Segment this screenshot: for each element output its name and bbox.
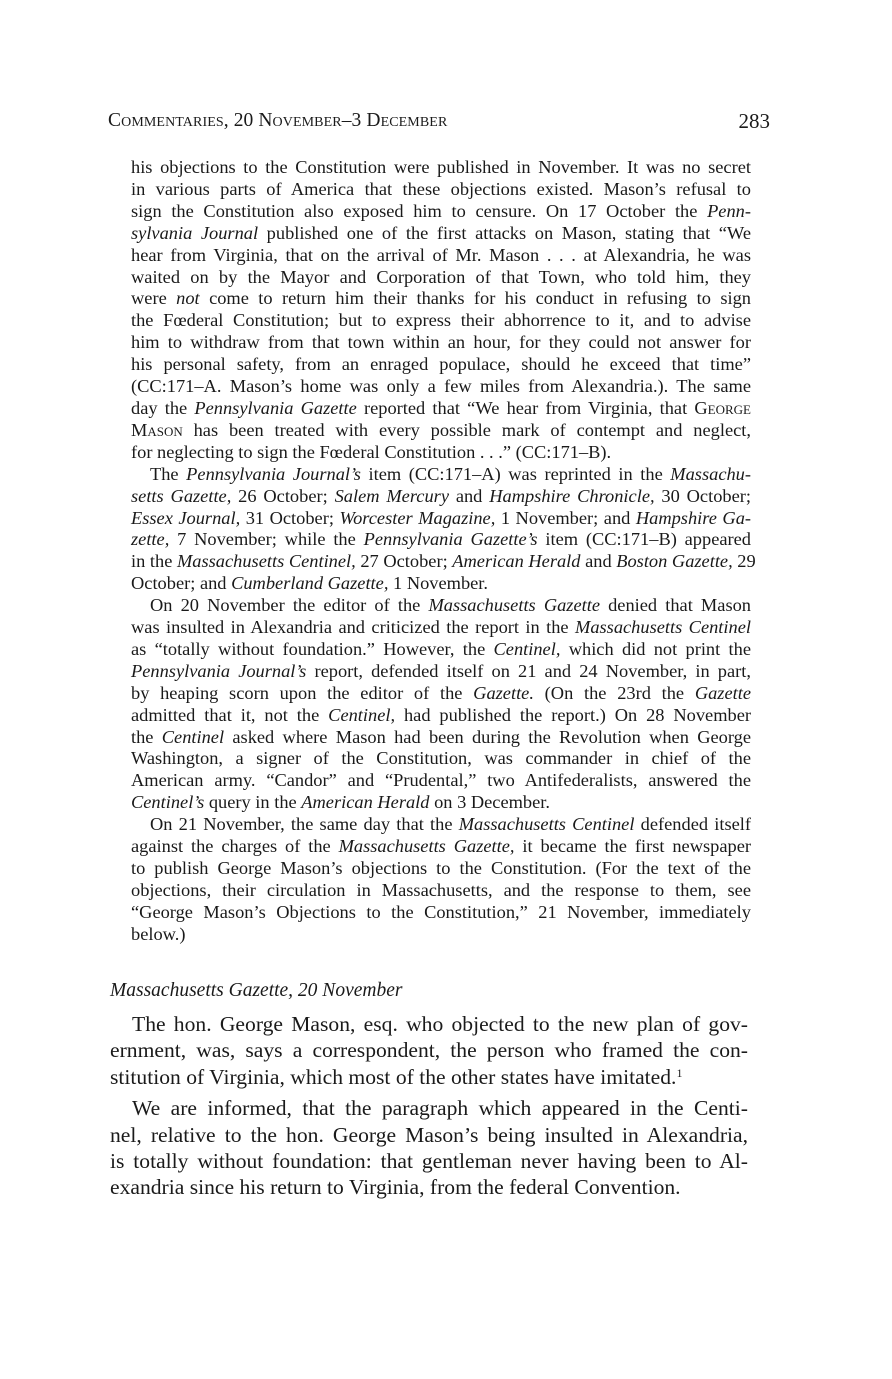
text-run: waited on by the Mayor and Corporation of that Town, who told him, they [131, 266, 751, 287]
italic-run: Hampshire Chronicle, [489, 485, 655, 506]
italic-run: American Herald [452, 551, 581, 572]
text-run: the Fœderal Constitution; but to express their abhorrence to it, and to advise [131, 310, 751, 331]
section-heading: Massachusetts Gazette, 20 November [110, 980, 403, 1001]
italic-run: setts Gazette, [131, 485, 232, 506]
commentary-text [131, 157, 756, 946]
italic-run: Essex Journal, [131, 507, 241, 528]
text-run: 1 November. [388, 573, 489, 594]
text-line [131, 858, 751, 880]
italic-run: Massachu- [670, 463, 751, 484]
text-run: the [131, 726, 162, 747]
text-run: query in the [204, 792, 302, 813]
text-run: had published the report.) On 28 November [395, 704, 751, 725]
text-line [110, 1148, 748, 1174]
text-line [110, 1095, 748, 1121]
text-line [131, 267, 751, 289]
text-run: 7 November; while the [169, 529, 364, 550]
text-line [131, 836, 751, 858]
text-run: objections, their circulation in Massachusetts, and the response to them, see [131, 879, 751, 900]
text-run: 27 October; [355, 551, 453, 572]
text-run: nel, relative to the hon. George Mason’s being insulted in Alexandria, [110, 1122, 748, 1147]
italic-run: Cumberland Gazette, [231, 573, 389, 594]
text-run: day the [131, 397, 195, 418]
text-run: The [150, 463, 187, 484]
text-line [131, 792, 751, 814]
text-line [131, 727, 751, 749]
small-caps-run: George [694, 397, 751, 418]
text-line [131, 332, 751, 354]
italic-run: Massachusetts Gazette, [338, 836, 515, 857]
text-run: reported that “We hear from Virginia, that [356, 397, 695, 418]
italic-run: Centinel, [328, 704, 396, 725]
text-run: come to return him their thanks for his conduct in refusing to sign [199, 288, 751, 309]
italic-run: Gazette. [473, 682, 534, 703]
text-line [131, 508, 751, 530]
text-run: to publish George Mason’s objections to the Constitution. (For the text of the [131, 858, 751, 878]
text-run: 30 October; [654, 485, 751, 506]
text-run: is totally without foundation: that gentleman never having been to Al- [110, 1149, 748, 1174]
text-line [131, 880, 751, 902]
text-run: below.) [131, 923, 186, 944]
running-title: Commentaries, 20 November–3 December [108, 110, 448, 131]
italic-run: Hampshire Ga- [635, 507, 752, 528]
text-line [131, 420, 751, 442]
document-paragraph-1 [110, 1011, 748, 1090]
text-line [131, 617, 751, 639]
text-line [131, 376, 751, 398]
text-run: which did not print the [560, 638, 751, 659]
text-line [131, 902, 751, 924]
text-line [131, 748, 751, 770]
footnote-reference[interactable]: 1 [676, 1065, 683, 1080]
text-line [110, 1037, 748, 1063]
text-line [131, 310, 751, 332]
text-run: On 20 November the editor of the [150, 595, 429, 616]
text-run: item (CC:171–A) was reprinted in the [360, 463, 671, 484]
text-line [131, 705, 751, 727]
text-run: in the [131, 551, 177, 572]
text-run: ernment, was, says a correspondent, the person who framed the con- [110, 1038, 748, 1063]
text-run: exandria since his return to Virginia, from the federal Convention. [110, 1175, 681, 1200]
text-run: (On the 23rd the [533, 682, 695, 703]
text-run: 1 November; and [495, 507, 636, 528]
italic-run: Centinel [161, 726, 225, 747]
text-run: (CC:171–A. Mason’s home was only a few miles from Alexandria.). The same [131, 376, 751, 397]
text-run: for neglecting to sign the Fœderal Constitution . . .” (CC:171–B). [131, 441, 612, 462]
text-line [131, 551, 756, 573]
italic-run: Massachusetts Centinel [458, 814, 635, 835]
text-run: his personal safety, from an enraged populace, should he exceed that time” [131, 354, 751, 375]
text-run: as “totally without foundation.” However, the [131, 638, 494, 659]
text-line [110, 1174, 748, 1200]
text-run: sign the Constitution also exposed him to censure. On 17 October the [131, 200, 708, 221]
text-run: admitted that it, not the [131, 704, 329, 725]
text-line [131, 529, 751, 551]
text-run: report, defended itself on 21 and 24 November, in part, [306, 660, 751, 681]
italic-run: Penn- [707, 200, 751, 221]
italic-run: Centinel, [493, 638, 561, 659]
text-line [131, 223, 751, 245]
small-caps-run: Mason [131, 419, 183, 440]
text-line [131, 683, 751, 705]
text-run: was insulted in Alexandria and criticized the report in the [131, 617, 575, 638]
text-run: 26 October; [231, 485, 335, 506]
text-run: 31 October; [240, 507, 340, 528]
text-run: him to withdraw from that town within an hour, for they could not answer for [131, 332, 751, 353]
text-run: has been treated with every possible mark of contempt and neglect, [182, 419, 751, 440]
italic-run: Boston Gazette, [616, 551, 733, 572]
italic-run: Massachusetts Gazette [428, 595, 600, 616]
text-run: published one of the first attacks on Mason, stating that “We [258, 222, 751, 243]
text-line [131, 639, 751, 661]
text-line [110, 1011, 748, 1037]
text-run: On 21 November, the same day that the [150, 814, 459, 835]
text-line [131, 486, 751, 508]
text-line [131, 464, 751, 486]
text-line [131, 573, 751, 595]
text-line [131, 157, 751, 179]
italic-run: Worcester Magazine, [339, 507, 496, 528]
text-run: The hon. George Mason, esq. who objected to the new plan of gov- [132, 1012, 748, 1036]
text-run: stitution of Virginia, which most of the other states have imitated. [110, 1064, 677, 1089]
italic-run: American Herald [301, 792, 430, 813]
text-line [131, 442, 751, 464]
text-run: hear from Virginia, that on the arrival of Mr. Mason . . . at Alexandria, he was [131, 244, 751, 265]
text-line [131, 595, 751, 617]
text-line [110, 1064, 748, 1090]
text-run: and [580, 551, 617, 572]
text-run: in various parts of America that these objections existed. Mason’s refusal to [131, 178, 751, 199]
commentary-paragraph-2 [131, 463, 756, 595]
document-paragraph-2 [110, 1095, 748, 1201]
text-line [131, 288, 751, 310]
commentary-paragraph-1 [131, 157, 751, 464]
text-run: Washington, a signer of the Constitution, was commander in chief of the [131, 748, 751, 769]
text-run: “George Mason’s Objections to the Constitution,” 21 November, immediately [131, 901, 751, 922]
text-line [131, 770, 751, 792]
text-run: his objections to the Constitution were published in November. It was no secret [131, 157, 751, 177]
text-run: on 3 December. [429, 792, 551, 813]
running-head [108, 110, 770, 140]
text-line [131, 398, 751, 420]
text-run: were [131, 288, 177, 309]
text-run: 29 [732, 551, 756, 572]
italic-run: Centinel’s [131, 792, 205, 813]
italic-run: Massachusetts Centinel [575, 617, 751, 638]
text-line [131, 814, 751, 836]
text-run: it became the first newspaper [514, 836, 751, 857]
commentary-paragraph-3 [131, 595, 751, 814]
text-run: and [448, 485, 490, 506]
text-line [131, 245, 751, 267]
italic-run: Pennsylvania Journal’s [131, 660, 307, 681]
italic-run: Massachusetts Centinel, [176, 551, 356, 572]
commentary-paragraph-4 [131, 814, 751, 945]
text-run: We are informed, that the paragraph which appeared in the Centi- [132, 1096, 748, 1121]
italic-run: Pennsylvania Gazette [194, 397, 357, 418]
text-run: defended itself [634, 814, 752, 835]
text-run: item (CC:171–B) appeared [537, 529, 752, 550]
text-run: asked where Mason had been during the Revolution when George [224, 726, 751, 747]
italic-run: Pennsylvania Gazette’s [363, 529, 538, 550]
italic-run: not [176, 288, 200, 309]
text-line [110, 1122, 748, 1148]
text-line [131, 201, 751, 223]
text-run: against the charges of the [131, 836, 339, 857]
italic-run: sylvania Journal [131, 222, 259, 243]
italic-run: zette, [131, 529, 170, 550]
text-run: October; and [131, 573, 232, 594]
italic-run: Pennsylvania Journal’s [186, 463, 361, 484]
italic-run: Gazette [694, 682, 752, 703]
page-number: 283 [738, 109, 770, 133]
text-line [131, 179, 751, 201]
text-run: by heaping scorn upon the editor of the [131, 682, 474, 703]
italic-run: Salem Mercury [334, 485, 449, 506]
text-line [131, 354, 751, 376]
document-transcription [110, 1011, 748, 1206]
text-run: American army. “Candor” and “Prudental,” two Antifederalists, answered the [131, 770, 751, 791]
text-line [131, 661, 751, 683]
text-run: denied that Mason [600, 595, 751, 616]
text-line [131, 924, 751, 946]
